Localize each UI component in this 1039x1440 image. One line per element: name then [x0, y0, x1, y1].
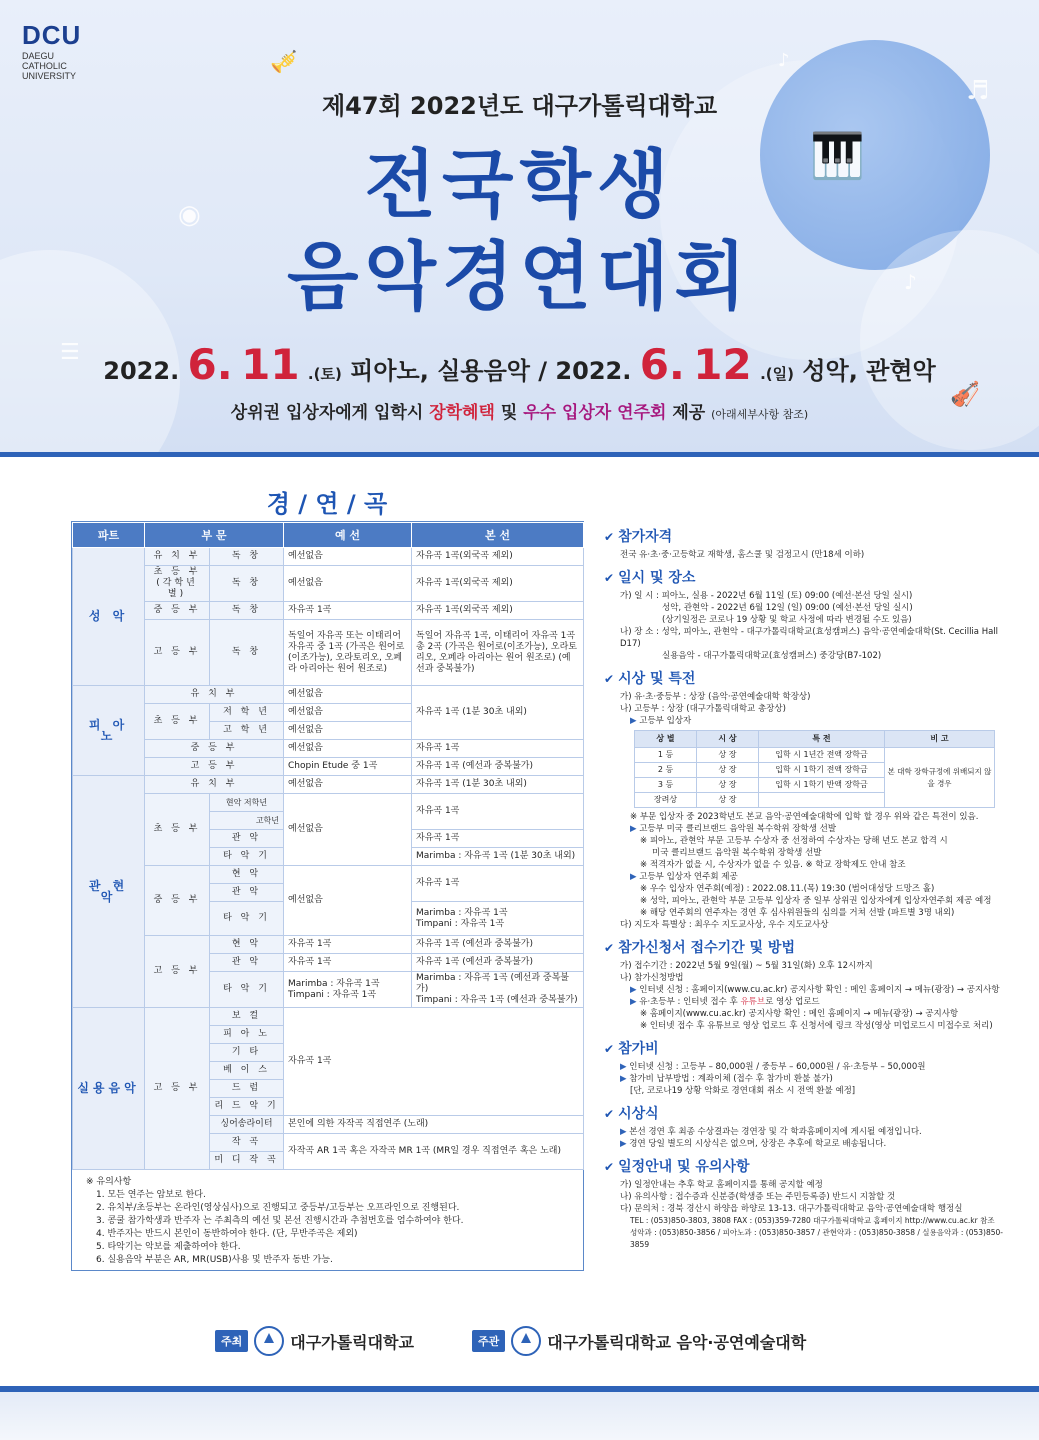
category: 미 디 작 곡 [210, 1152, 284, 1170]
triangle-bullet-icon: ▶ [630, 997, 637, 1007]
info-line: ※ 해당 연주회의 연주자는 경연 후 심사위원들의 심의를 거쳐 선발 (파트별 3명 내외) [640, 908, 955, 918]
award-rank: 1 등 [635, 748, 697, 763]
schedule-notes-block [604, 1179, 1004, 1251]
university-seal-icon [254, 1326, 284, 1356]
prelim: 예선없음 [284, 722, 412, 740]
info-text: 로 영상 업로드 [765, 997, 820, 1007]
category-label: 현악 [225, 798, 242, 807]
check-icon: ✔ [604, 1042, 615, 1056]
qualification-text: 전국 유·초·중·고등학교 재학생, 홈스쿨 및 검정고시 (만18세 이하) [620, 550, 865, 560]
award-header: 상 별 [635, 731, 697, 748]
music-note-icon: ♪ [904, 270, 917, 294]
info-line: 가) 유·초·중등부 : 상장 (음악·공연예술대학 학장상) [620, 692, 811, 702]
organizer-badge: 주관 [472, 1330, 505, 1352]
heading-text: 참가신청서 접수기간 및 방법 [618, 940, 795, 956]
note-item: 1. 모든 연주는 암보로 한다. [96, 1190, 206, 1200]
prelim: Chopin Etude 중 1곡 [284, 758, 412, 776]
info-text: 고등부 입상자 연주회 제공 [639, 872, 738, 882]
triangle-bullet-icon: ▶ [620, 1062, 627, 1072]
date-month: 6. [187, 340, 233, 389]
info-line: 가) 일 시 : 피아노, 실용 - 2022년 6월 11일 (토) 09:00 (예선·본선 당일 실시) [620, 591, 913, 601]
category: 드 럼 [210, 1080, 284, 1098]
date-day: 12 [693, 340, 752, 389]
table-row [73, 740, 584, 758]
info-line: ※ 홈페이지(www.cu.ac.kr) 공지사항 확인 : 메인 홈페이지 → 메뉴(광장) → 공지사항 [640, 1009, 959, 1019]
check-icon: ✔ [604, 672, 615, 686]
final: 자유곡 1곡(외국곡 제외) [412, 548, 584, 566]
event-title-line1: 전국학생 [364, 142, 675, 228]
final: 자유곡 1곡 [412, 866, 584, 902]
category: 독 창 [210, 602, 284, 620]
info-line: 나) 유의사항 : 접수증과 신분증(학생증 또는 주민등록증) 반드시 지참할 것 [620, 1192, 896, 1202]
info-text: 본선 경연 후 최종 수상결과는 경연장 및 각 학과홈페이지에 게시될 예정입니다. [629, 1127, 922, 1137]
triangle-bullet-icon: ▶ [630, 824, 637, 834]
triangle-bullet-icon: ▶ [620, 1074, 627, 1084]
info-line: 실용음악 - 대구가톨릭대학교(효성캠퍼스) 중강당(B7-102) [662, 651, 882, 661]
date-year: 2022. [555, 357, 632, 385]
table-row [73, 1008, 584, 1026]
heading-text: 일시 및 장소 [618, 570, 696, 586]
triangle-bullet-icon: ▶ [630, 716, 637, 726]
check-icon: ✔ [604, 941, 615, 955]
check-icon: ✔ [604, 571, 615, 585]
prelim: 예선없음 [284, 704, 412, 722]
award-row [635, 748, 995, 763]
header-final: 본 선 [412, 523, 584, 548]
part-piano: 피 아 노 [73, 686, 145, 776]
repertoire-title: 경 / 연 / 곡 [266, 490, 388, 518]
divider-bar [0, 452, 1039, 457]
prelim-line: Timpani : 자유곡 1곡 [288, 989, 377, 1000]
info-line: 나) 장 소 : 성악, 피아노, 관현악 - 대구가톨릭대학교(효성캠퍼스) 음악·공연예술대학(St. Cecillia Hall D17) [620, 627, 999, 649]
benefit-highlight-scholarship: 장학혜택 [429, 403, 495, 423]
award-header: 시 상 [697, 731, 759, 748]
hero-banner [0, 0, 1039, 452]
heading-text: 참가비 [618, 1041, 659, 1057]
logo-line: UNIVERSITY [22, 71, 77, 81]
info-line: ※ 인터넷 접수 후 유튜브로 영상 업로드 후 신청서에 링크 작성(영상 미업로드시 미접수로 처리) [640, 1021, 993, 1031]
category: 작 곡 [210, 1134, 284, 1152]
award-note: 본 대학 장학규정에 위배되지 않을 경우 [885, 748, 995, 808]
footer [0, 1316, 1039, 1366]
award-table [634, 730, 995, 808]
heading-text: 참가자격 [618, 529, 673, 545]
final: 독일어 자유곡 1곡, 이태리어 자유곡 1곡 총 2곡 (가곡은 원어로(이조가능), 오라토리오, 오페라 아리아는 원어 원조로) (예선과 중복불가) [412, 620, 584, 686]
final: 자유곡 1곡 (예선과 중복불가) [412, 936, 584, 954]
note-item: 4. 반주자는 반드시 본인이 동반하여야 한다. (단, 무반주곡은 제외) [96, 1229, 358, 1239]
logo-line: CATHOLIC [22, 61, 67, 71]
benefit-note: (아래세부사항 참조) [711, 408, 809, 421]
award-prize: 상 장 [697, 763, 759, 778]
host-badge: 주최 [215, 1330, 248, 1352]
final-line: Timpani : 자유곡 1곡 [416, 918, 505, 929]
logo-line: DAEGU [22, 51, 55, 61]
final: 자유곡 1곡 (예선과 중복불가) [412, 954, 584, 972]
division: 초 등 부 (각학년별) [145, 566, 210, 602]
table-row [73, 686, 584, 704]
info-line [620, 996, 1004, 1008]
division: 중 등 부 [145, 602, 210, 620]
category: 타 악 기 [210, 902, 284, 936]
info-text: 경연 당일 별도의 시상식은 없으며, 상장은 추후에 학교로 배송됩니다. [629, 1139, 887, 1149]
benefit-line [0, 398, 1039, 423]
prelim: 자유곡 1곡 [284, 954, 412, 972]
header-part: 파트 [73, 523, 145, 548]
prelim: 자유곡 1곡 [284, 1008, 584, 1116]
xylophone-icon: ☰ [60, 340, 80, 365]
division: 고 등 부 [145, 1008, 210, 1170]
final: 자유곡 1곡 [412, 830, 584, 848]
division: 유 치 부 [145, 548, 210, 566]
info-line [620, 1073, 1004, 1085]
note-item: 3. 콩쿨 참가학생과 반주자 는 주최측의 예선 및 본선 진행시간과 추첨번호를 엄수하여야 한다. [96, 1216, 464, 1226]
division: 고 등 부 [145, 620, 210, 686]
prelim: 독일어 자유곡 또는 이태리어 자유곡 중 1곡 (가곡은 원어로(이조가능), 오라토리오, 오페라 아리아는 원어 원조로) [284, 620, 412, 686]
info-line [620, 984, 1004, 996]
section-heading [604, 1103, 1004, 1123]
notes-title: ※ 유의사항 [86, 1177, 132, 1187]
youtube-highlight: 유튜브 [740, 997, 766, 1007]
prelim: 자유곡 1곡 [284, 602, 412, 620]
info-line: 미국 클리브랜드 음악원 복수학위 장학생 선발 [652, 848, 822, 858]
info-line: ※ 피아노, 관현악 부문 고등부 수상자 중 선정하여 수상자는 당해 년도 본교 합격 시 [640, 836, 948, 846]
info-text: 인터넷 신청 : 홈페이지(www.cu.ac.kr) 공지사항 확인 : 메인 홈페이지 → 메뉴(광장) → 공지사항 [639, 985, 1000, 995]
division: 고 등 부 [145, 758, 284, 776]
info-line: 나) 참가신청방법 [620, 973, 684, 983]
info-line: ※ 우수 입상자 연주회(예정) : 2022.08.11.(목) 19:30 (범어대성당 드망즈 홀) [640, 884, 935, 894]
division: 유 치 부 [145, 776, 284, 794]
category: 독 창 [210, 548, 284, 566]
prelim: 자작곡 AR 1곡 혹은 자작곡 MR 1곡 (MR일 경우 직접연주 혹은 노래) [284, 1134, 584, 1170]
date-day: 11 [241, 340, 300, 389]
prelim: 예선없음 [284, 548, 412, 566]
repertoire-panel [71, 521, 584, 1271]
category: 타 악 기 [210, 848, 284, 866]
category: 현 악 [210, 866, 284, 884]
organizer-credit [472, 1326, 806, 1356]
prelim: 예선없음 [284, 794, 412, 866]
date-weekday: .(토) [307, 365, 342, 383]
table-row [73, 602, 584, 620]
award-benefit [759, 793, 885, 808]
note-item: 6. 실용음악 부분은 AR, MR(USB)사용 및 반주자 동반 가능. [96, 1255, 333, 1265]
info-line [620, 1138, 1004, 1150]
contact-line: TEL : (053)850-3803, 3808 FAX : (053)359-7280 대구가톨릭대학교 홈페이지 http://www.cu.ac.kr 참조 [630, 1216, 995, 1225]
info-line: (상기일정은 코로나 19 상황 및 학교 사정에 따라 변경될 수도 있음) [662, 615, 912, 625]
info-text: 유·초등부 : 인터넷 접수 후 [639, 997, 738, 1007]
logo-mark: DCU [22, 20, 82, 50]
prelim: 예선없음 [284, 866, 412, 936]
note-item: 5. 타악기는 악보를 제출하여야 한다. [96, 1242, 241, 1252]
category: 타 악 기 [210, 972, 284, 1008]
category: 독 창 [210, 620, 284, 686]
event-subtitle: 제47회 2022년도 대구가톨릭대학교 [321, 92, 718, 120]
info-line: 다) 문의처 : 경북 경산시 하양읍 하양로 13-13. 대구가톨릭대학교 음악·공연예술대학 행정실 [620, 1204, 963, 1214]
heading-text: 일정안내 및 유의사항 [618, 1159, 750, 1175]
category: 싱어송라이터 [210, 1116, 284, 1134]
division: 중 등 부 [145, 866, 210, 936]
division: 중 등 부 [145, 740, 284, 758]
prelim: 자유곡 1곡 [284, 936, 412, 954]
cymbals-icon: ◉ [178, 200, 201, 230]
award-benefit: 입학 시 1학기 반액 장학금 [759, 778, 885, 793]
category: 고 학 년 [210, 722, 284, 740]
date-separator: / [538, 357, 548, 385]
award-prize: 상 장 [697, 793, 759, 808]
award-benefit: 입학 시 1년간 전액 장학금 [759, 748, 885, 763]
final: 자유곡 1곡 (1분 30초 내외) [412, 776, 584, 794]
triangle-bullet-icon: ▶ [620, 1127, 627, 1137]
category: 저 학 년 [210, 704, 284, 722]
category: 독 창 [210, 566, 284, 602]
category: 피 아 노 [210, 1026, 284, 1044]
category: 관 악 [210, 884, 284, 902]
part-popular-music: 실용음악 [73, 1008, 145, 1170]
table-row [73, 866, 584, 884]
university-logo [22, 20, 81, 81]
section-heading [604, 567, 1004, 587]
table-row [73, 776, 584, 794]
table-row [73, 566, 584, 602]
info-line [620, 871, 1004, 883]
table-header-row [73, 523, 584, 548]
award-rank: 장려상 [635, 793, 697, 808]
award-header: 비 고 [885, 731, 995, 748]
part-vocal: 성 악 [73, 548, 145, 686]
final [412, 972, 584, 1008]
category-sub: 저학년 [243, 798, 268, 807]
schedule-block [604, 590, 1004, 662]
category-sub: 고학년 [210, 812, 284, 830]
award-rank: 2 등 [635, 763, 697, 778]
triangle-bullet-icon: ▶ [630, 985, 637, 995]
info-line: 가) 접수기간 : 2022년 5월 9일(월) ~ 5월 31일(화) 오후 12시까지 [620, 961, 873, 971]
section-heading [604, 526, 1004, 546]
date-weekday: .(일) [760, 365, 794, 383]
table-row [73, 794, 584, 812]
benefit-text: 제공 [672, 403, 706, 423]
note-item: 2. 유치부/초등부는 온라인(영상심사)으로 진행되고 중등부/고등부는 오프라인으로 진행된다. [96, 1203, 460, 1213]
division: 고 등 부 [145, 936, 210, 1008]
division: 초 등 부 [145, 704, 210, 740]
fee-block [604, 1061, 1004, 1097]
info-line: ※ 성악, 피아노, 관현악 부문 고등부 입상자 중 일부 상위권 입상자에게 입상자연주회 제공 예정 [640, 896, 992, 906]
triangle-bullet-icon: ▶ [630, 872, 637, 882]
date-parts: 피아노, 실용음악 [350, 357, 530, 385]
prelim: 예선없음 [284, 566, 412, 602]
check-icon: ✔ [604, 530, 615, 544]
info-line: [단, 코로나19 상황 악화로 경연대회 취소 시 전액 환불 예정] [630, 1086, 856, 1096]
category: 관 악 [210, 830, 284, 848]
info-text: 참가비 납부방법 : 계좌이체 (접수 후 참가비 환불 불가) [629, 1074, 833, 1084]
part-orchestra: 관 현 악 [73, 776, 145, 1008]
final [412, 902, 584, 936]
date-parts: 성악, 관현악 [802, 357, 936, 385]
repertoire-table [72, 522, 584, 1170]
check-icon: ✔ [604, 1160, 615, 1174]
event-dates [0, 340, 1039, 389]
info-text: 고등부 입상자 [639, 716, 692, 726]
prelim: 본인에 의한 자작곡 직접연주 (노래) [284, 1116, 584, 1134]
division: 유 치 부 [145, 686, 284, 704]
info-text: 고등부 미국 클리브랜드 음악원 복수학위 장학생 선발 [639, 824, 837, 834]
prelim [284, 972, 412, 1008]
category [210, 794, 284, 812]
final-line: Timpani : 자유곡 1곡 (예선과 중복불가) [416, 995, 578, 1005]
header-division: 부 문 [145, 523, 284, 548]
category: 관 악 [210, 954, 284, 972]
prelim: 예선없음 [284, 776, 412, 794]
award-benefit: 입학 시 1학기 전액 장학금 [759, 763, 885, 778]
info-line: 다) 지도자 특별상 : 최우수 지도교사상, 우수 지도교사상 [620, 920, 829, 930]
award-prize: 상 장 [697, 748, 759, 763]
category: 현 악 [210, 936, 284, 954]
contact-line: 성악과 : (053)850-3856 / 피아노과 : (053)850-3857 / 관현악과 : (053)850-3858 / 실용음악과 : (053)850-3859 [630, 1228, 1003, 1249]
info-line: 성악, 관현악 - 2022년 6월 12일 (일) 09:00 (예선·본선 당일 실시) [662, 603, 913, 613]
final: Marimba : 자유곡 1곡 (1분 30초 내외) [412, 848, 584, 866]
section-heading [604, 1038, 1004, 1058]
harp-icon: ♬ [966, 76, 990, 106]
apply-block [604, 960, 1004, 1032]
award-header-row [635, 731, 995, 748]
organizer-name: 대구가톨릭대학교 음악·공연예술대학 [547, 1332, 807, 1352]
prelim: 예선없음 [284, 686, 412, 704]
event-title-line2: 음악경연대회 [287, 234, 752, 320]
table-row [73, 548, 584, 566]
date-month: 6. [639, 340, 685, 389]
info-line [620, 715, 1004, 727]
info-line [620, 1126, 1004, 1138]
benefit-highlight-concert: 우수 입상자 연주회 [523, 403, 667, 423]
section-heading [604, 937, 1004, 957]
info-line [620, 1061, 1004, 1073]
award-rank: 3 등 [635, 778, 697, 793]
heading-text: 시상 및 특전 [618, 671, 696, 687]
section-heading [604, 668, 1004, 688]
prelim: 예선없음 [284, 740, 412, 758]
host-name: 대구가톨릭대학교 [290, 1332, 414, 1352]
notes-block [72, 1170, 583, 1273]
info-text: 인터넷 신청 : 고등부 – 80,000원 / 중등부 – 60,000원 / 유·초등부 – 50,000원 [629, 1062, 926, 1072]
host-credit [215, 1326, 414, 1356]
header-prelim: 예 선 [284, 523, 412, 548]
ceremony-block [604, 1126, 1004, 1150]
table-row [73, 936, 584, 954]
date-year: 2022. [103, 357, 180, 385]
heading-text: 시상식 [618, 1106, 659, 1122]
final: 자유곡 1곡 [412, 740, 584, 758]
triangle-bullet-icon: ▶ [620, 1139, 627, 1149]
table-row [73, 758, 584, 776]
bottom-band [0, 1392, 1039, 1440]
info-line: ※ 부문 입상자 중 2023학년도 본교 음악·공연예술대학에 입학 할 경우 위와 같은 특전이 있음. [630, 812, 979, 822]
final-line: Marimba : 자유곡 1곡 (예선과 중복불가) [416, 973, 569, 994]
info-line: 나) 고등부 : 상장 (대구가톨릭대학교 총장상) [620, 704, 786, 714]
award-prize: 상 장 [697, 778, 759, 793]
award-block [604, 691, 1004, 931]
piano-icon: 🎹 [810, 131, 865, 182]
info-line: 가) 일정안내는 추후 학교 홈페이지를 통해 공지할 예정 [620, 1180, 823, 1190]
info-line [620, 823, 1004, 835]
division: 초 등 부 [145, 794, 210, 866]
info-line: ※ 적격자가 없을 시, 수상자가 없을 수 있음. ※ 학교 장학제도 안내 참조 [640, 860, 906, 870]
final: 자유곡 1곡(외국곡 제외) [412, 566, 584, 602]
violin-icon: 🎻 [950, 380, 980, 408]
university-seal-icon [511, 1326, 541, 1356]
benefit-text: 및 [500, 403, 518, 423]
trumpet-icon: 🎺 [270, 50, 298, 75]
award-header: 특 전 [759, 731, 885, 748]
check-icon: ✔ [604, 1107, 615, 1121]
category: 베 이 스 [210, 1062, 284, 1080]
category: 보 컬 [210, 1008, 284, 1026]
category: 리 드 악 기 [210, 1098, 284, 1116]
final: 자유곡 1곡(외국곡 제외) [412, 602, 584, 620]
section-heading [604, 1156, 1004, 1176]
final: 자유곡 1곡 (1분 30초 내외) [412, 686, 584, 740]
benefit-text: 상위권 입상자에게 입학시 [230, 403, 424, 423]
music-note-icon: ♪ [778, 50, 790, 71]
final-line: Marimba : 자유곡 1곡 [416, 907, 508, 918]
table-row [73, 620, 584, 686]
category: 기 타 [210, 1044, 284, 1062]
final: 자유곡 1곡 (예선과 중복불가) [412, 758, 584, 776]
final: 자유곡 1곡 [412, 794, 584, 830]
info-panel [604, 520, 1004, 1251]
prelim-line: Marimba : 자유곡 1곡 [288, 978, 380, 989]
